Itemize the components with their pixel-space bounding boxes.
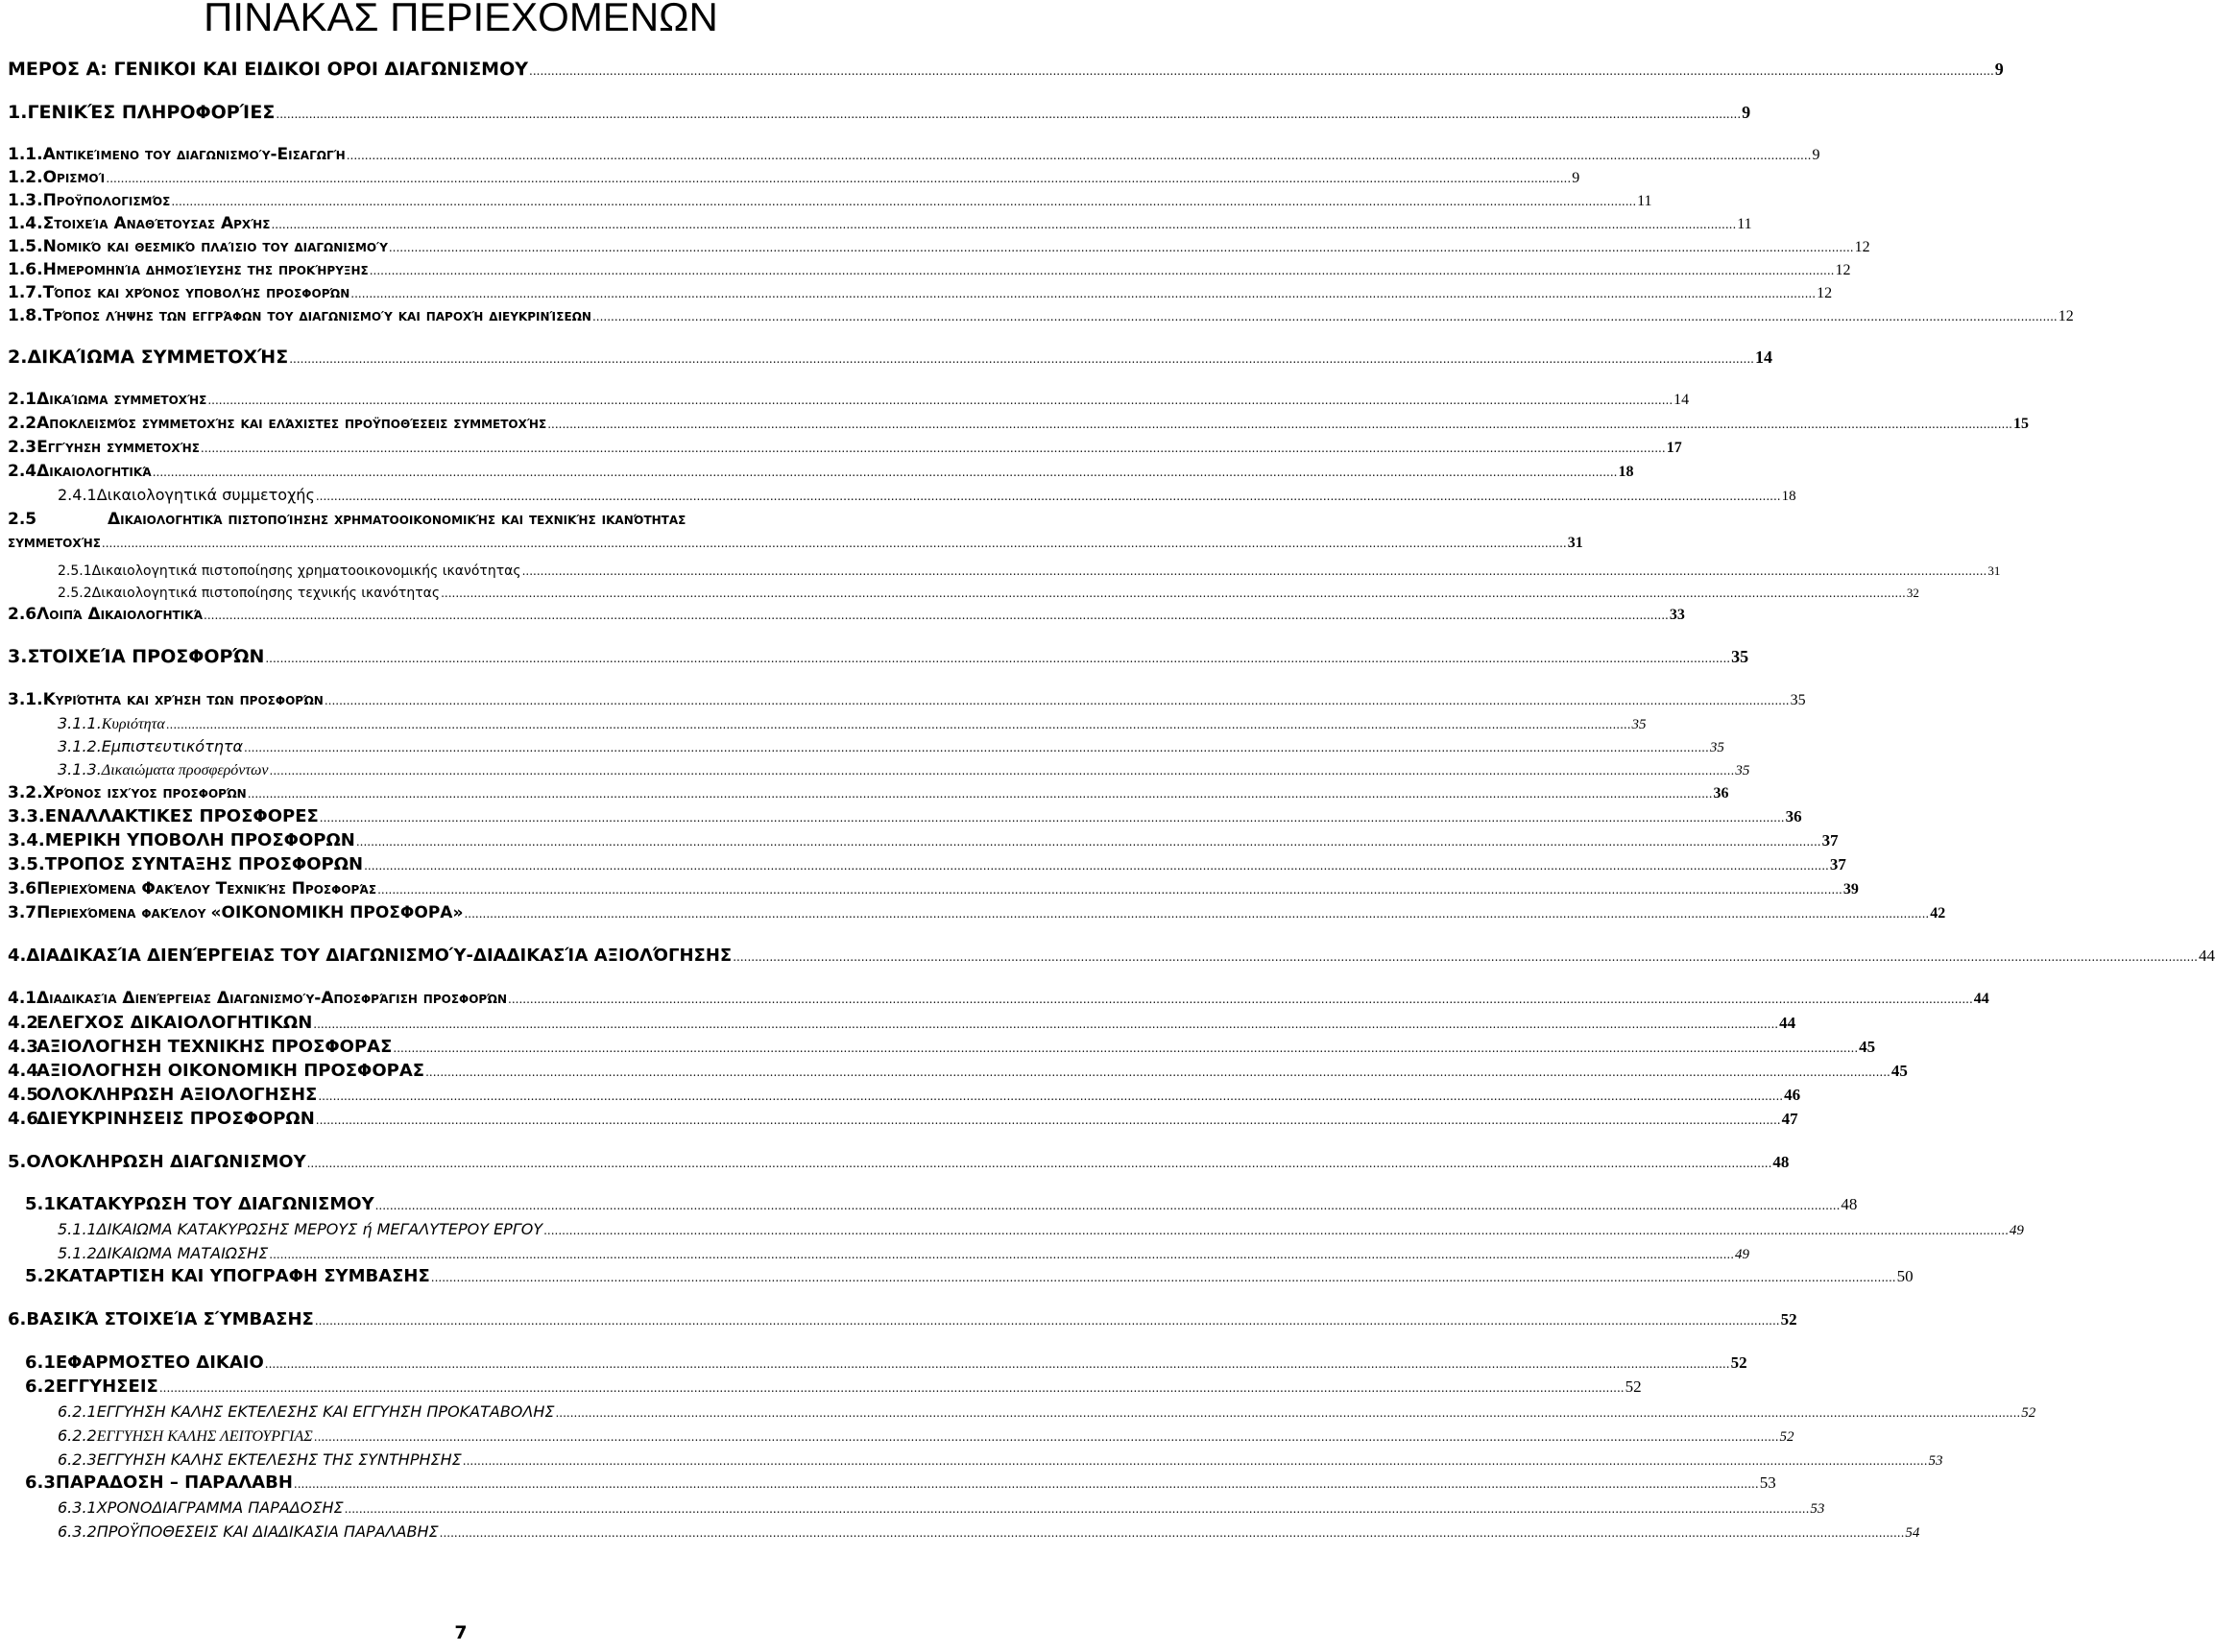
toc-entry[interactable]	[58, 1450, 1943, 1470]
toc-entry-page: 54	[1905, 1525, 1920, 1541]
toc-entry-number: 6.3.1	[58, 1498, 97, 1517]
toc-entry-page: 52	[1779, 1429, 1794, 1445]
toc-entry-number: 6.3.2	[58, 1522, 97, 1541]
toc-leader-dots: ................................................................................................................................................................................................................................................................................................................................................................................................................	[200, 442, 1666, 455]
toc-entry-page: 52	[1625, 1377, 1642, 1396]
toc-entry-title: Εγγύηση συμμετοχής	[36, 438, 200, 457]
toc-entry-title: Εμπιστευτικότητα	[101, 737, 244, 755]
toc-leader-dots: ................................................................................................................................................................................................................................................................................................................................................................................................................	[547, 418, 2012, 431]
toc-leader-dots: ................................................................................................................................................................................................................................................................................................................................................................................................................	[158, 1381, 1625, 1395]
toc-leader-dots: ................................................................................................................................................................................................................................................................................................................................................................................................................	[306, 1157, 1772, 1170]
toc-entry-page: 14	[1673, 392, 1690, 408]
toc-entry-title: Δικαιολογητικά πιστοποίησης χρηματοοικονομικής και τεχνικής ικανότητας	[108, 510, 686, 529]
toc-entry-title: Περιεχόμενα Φακέλου Τεχνικής Προσφοράς	[36, 879, 377, 898]
toc-entry[interactable]	[8, 260, 1851, 279]
toc-leader-dots: ................................................................................................................................................................................................................................................................................................................................................................................................................	[204, 609, 1669, 622]
toc-entry-title: ΧΡΟΝΟΔΙΑΓΡΑΜΜΑ ΠΑΡΑΔΟΣΗΣ	[96, 1498, 344, 1517]
toc-leader-dots: ................................................................................................................................................................................................................................................................................................................................................................................................................	[269, 764, 1735, 778]
toc-entry-title: Δικαιολογητικά συμμετοχής	[96, 486, 315, 504]
toc-entry-title: Ημερομηνία δημοσίευσης της προκήρυξης	[42, 260, 369, 279]
toc-entry-title: ΔΙΚΑΙΩΜΑ ΜΑΤΑΙΩΣΗΣ	[96, 1244, 269, 1262]
toc-entry-title: ΕΓΓΥΗΣΕΙΣ	[55, 1377, 158, 1397]
toc-entry[interactable]	[8, 1037, 1876, 1057]
toc-entry-page: 48	[1841, 1195, 1858, 1213]
toc-entry[interactable]	[8, 347, 1772, 368]
toc-entry-title: ΟΛΟΚΛΗΡΩΣΗ ΑΞΙΟΛΟΓΗΣΗΣ	[36, 1085, 318, 1105]
toc-entry-title: Δικαίωμα συμμετοχής	[36, 390, 207, 409]
toc-entry-title: ΠΡΟΫΠΟΘΕΣΕΙΣ ΚΑΙ ΔΙΑΔΙΚΑΣΙΑ ΠΑΡΑΛΑΒΗΣ	[96, 1522, 439, 1541]
toc-entry-number: 4.3	[8, 1037, 38, 1057]
toc-entry-page: 11	[1737, 216, 1752, 232]
toc-entry-number: 4.	[8, 946, 27, 966]
page-title: ΠΙΝΑΚΑΣ ΠΕΡΙΕΧΟΜΕΝΩΝ	[204, 0, 718, 39]
toc-entry[interactable]	[8, 283, 1833, 302]
toc-leader-dots: ................................................................................................................................................................................................................................................................................................................................................................................................................	[441, 587, 1906, 600]
toc-entry[interactable]	[8, 438, 1682, 457]
toc-leader-dots: ................................................................................................................................................................................................................................................................................................................................................................................................................	[265, 652, 1731, 665]
toc-entry-title: Διαδικασία Διενέργειας Διαγωνισμού-Αποσφράγιση προσφορών	[36, 989, 507, 1008]
toc-entry[interactable]	[8, 214, 1752, 233]
toc-entry-page: 12	[1854, 239, 1870, 255]
toc-entry-number: 6.2.3	[58, 1450, 97, 1469]
toc-entry-first-line	[8, 510, 914, 529]
toc-entry-title: ΕΓΓΥΗΣΗ ΚΑΛΗΣ ΕΚΤΕΛΕΣΗΣ ΤΗΣ ΣΥΝΤΗΡΗΣΗΣ	[96, 1450, 462, 1469]
toc-entry-number: 1.3.	[8, 191, 43, 210]
toc-entry-number: 4.4	[8, 1061, 38, 1081]
toc-entry-number: 1.7.	[8, 283, 43, 302]
toc-entry-page: 52	[1780, 1310, 1797, 1329]
toc-entry-number: 3.5.	[8, 854, 45, 874]
toc-entry-number: 2.5	[8, 510, 37, 529]
toc-entry-title: Αντικείμενο του διαγωνισμού-Εισαγωγή	[42, 145, 346, 164]
toc-entry[interactable]	[8, 306, 2074, 325]
toc-entry-number: 3.1.3.	[58, 760, 102, 778]
toc-entry-number: 3.4.	[8, 830, 45, 850]
toc-entry-number: 5.2	[25, 1266, 56, 1286]
toc-leader-dots: ................................................................................................................................................................................................................................................................................................................................................................................................................	[318, 1089, 1784, 1103]
toc-entry-number: 1.5.	[8, 237, 43, 256]
toc-entry-page: 46	[1784, 1086, 1801, 1104]
toc-entry-title: ΠΑΡΑΔΟΣΗ – ΠΑΡΑΛΑΒΗ	[55, 1472, 293, 1493]
toc-entry[interactable]	[58, 1402, 2036, 1422]
toc-entry-title: ΕΝΑΛΛΑΚΤΙΚΕΣ ΠΡΟΣΦΟΡΕΣ	[44, 806, 319, 826]
toc-entry[interactable]	[8, 237, 1870, 256]
toc-entry-page: 45	[1890, 1062, 1908, 1080]
toc-entry-number: 3.1.1.	[58, 714, 102, 732]
toc-entry-page: 14	[1754, 347, 1772, 367]
toc-entry-title: ΕΛΕΓΧΟΣ ΔΙΚΑΙΟΛΟΓΗΤΙΚΩΝ	[36, 1013, 313, 1033]
toc-entry[interactable]	[8, 414, 2029, 433]
toc-entry-page: 45	[1859, 1038, 1876, 1056]
toc-entry-page: 44	[1779, 1014, 1796, 1032]
toc-entry-page: 35	[1631, 717, 1647, 732]
toc-entry[interactable]	[58, 1426, 1794, 1446]
toc-entry-number: 1.1.	[8, 145, 43, 164]
toc-entry[interactable]	[25, 1266, 1914, 1286]
toc-entry-number: 4.5	[8, 1085, 38, 1105]
toc-entry-page: 48	[1772, 1153, 1790, 1171]
toc-entry[interactable]	[8, 783, 1729, 802]
toc-entry-number: 4.2	[8, 1013, 38, 1033]
toc-entry-page: 49	[2009, 1223, 2024, 1238]
toc-leader-dots: ................................................................................................................................................................................................................................................................................................................................................................................................................	[543, 1224, 2009, 1237]
toc-entry-title-continued: συμμετοχής	[8, 533, 101, 552]
toc-entry-number: 1.2.	[8, 168, 43, 187]
toc-entry-page: 44	[2198, 946, 2215, 965]
toc-entry-title: ΕΦΑΡΜΟΣΤΕΟ ΔΙΚΑΙΟ	[55, 1353, 264, 1373]
toc-leader-dots: ................................................................................................................................................................................................................................................................................................................................................................................................................	[171, 195, 1637, 208]
toc-entry[interactable]	[8, 946, 2215, 966]
toc-leader-dots: ................................................................................................................................................................................................................................................................................................................................................................................................................	[289, 352, 1754, 366]
toc-entry-number: 3.2.	[8, 783, 43, 802]
toc-entry[interactable]	[8, 1152, 1790, 1172]
toc-leader-dots: ................................................................................................................................................................................................................................................................................................................................................................................................................	[269, 1248, 1735, 1261]
toc-leader-dots: ................................................................................................................................................................................................................................................................................................................................................................................................................	[276, 108, 1742, 121]
toc-leader-dots: ................................................................................................................................................................................................................................................................................................................................................................................................................	[106, 172, 1572, 185]
toc-entry-number: 3.6	[8, 879, 37, 898]
toc-leader-dots: ................................................................................................................................................................................................................................................................................................................................................................................................................	[271, 218, 1737, 231]
toc-leader-dots: ................................................................................................................................................................................................................................................................................................................................................................................................................	[555, 1406, 2021, 1420]
toc-entry-number: 6.1	[25, 1353, 56, 1373]
toc-entry-number: 6.3	[25, 1472, 56, 1493]
toc-leader-dots: ................................................................................................................................................................................................................................................................................................................................................................................................................	[319, 811, 1785, 825]
toc-leader-dots: ................................................................................................................................................................................................................................................................................................................................................................................................................	[165, 718, 1631, 731]
toc-entry-page: 15	[2012, 416, 2029, 432]
toc-entry-title: Ορισμοί	[42, 168, 106, 187]
toc-entry[interactable]	[8, 989, 1989, 1008]
toc-leader-dots: ................................................................................................................................................................................................................................................................................................................................................................................................................	[529, 64, 1994, 78]
toc-entry[interactable]	[8, 646, 1749, 667]
toc-entry-number: 5.	[8, 1152, 27, 1172]
toc-entry-title: Τόπος και χρόνος υποβολής προσφορών	[42, 283, 350, 302]
toc-entry-title: Δικαιολογητικά πιστοποίησης χρηματοοικονομικής ικανότητας	[91, 563, 521, 579]
toc-entry-number: 6.	[8, 1309, 27, 1329]
toc-entry-title: ΑΞΙΟΛΟΓΗΣΗ ΟΙΚΟΝΟΜΙΚΗ ΠΡΟΣΦΟΡΑΣ	[36, 1061, 425, 1081]
toc-leader-dots: ................................................................................................................................................................................................................................................................................................................................................................................................................	[430, 1271, 1896, 1284]
toc-entry-number: 1.6.	[8, 260, 43, 279]
toc-entry[interactable]	[8, 690, 1806, 709]
toc-entry[interactable]	[25, 1472, 1776, 1493]
toc-entry[interactable]	[8, 879, 1859, 898]
toc-entry[interactable]	[8, 605, 1685, 624]
toc-entry-title: ΜΕΡΟΣ Α: ΓΕΝΙΚΟΙ ΚΑΙ ΕΙΔΙΚΟΙ ΟΡΟΙ ΔΙΑΓΩΝΙΣΜΟΥ	[8, 59, 529, 80]
toc-leader-dots: ................................................................................................................................................................................................................................................................................................................................................................................................................	[247, 787, 1713, 801]
toc-entry-page: 37	[1829, 855, 1846, 874]
toc-entry-number: 4.1	[8, 989, 37, 1008]
toc-entry-title: ΤΡΟΠΟΣ ΣΥΝΤΑΞΗΣ ΠΡΟΣΦΟΡΩΝ	[44, 854, 364, 874]
toc-entry-number: 6.2.1	[58, 1402, 97, 1421]
toc-entry[interactable]	[8, 145, 1820, 164]
toc-entry-number: 2.	[8, 347, 28, 368]
toc-entry[interactable]	[8, 1085, 1801, 1105]
toc-entry-title: Χρόνος ισχύος προσφορών	[42, 783, 247, 802]
toc-entry-page: 52	[1730, 1353, 1747, 1372]
toc-entry[interactable]	[8, 59, 2004, 80]
toc-entry-title: Λοιπά Δικαιολογητικά	[36, 605, 204, 624]
toc-entry[interactable]	[8, 1309, 1797, 1329]
toc-entry[interactable]	[25, 1353, 1747, 1373]
toc-entry-page: 37	[1821, 831, 1839, 850]
toc-leader-dots: ................................................................................................................................................................................................................................................................................................................................................................................................................	[355, 835, 1821, 849]
toc-entry-title: Περιεχόμενα φακέλου	[36, 903, 206, 922]
toc-leader-dots: ................................................................................................................................................................................................................................................................................................................................................................................................................	[244, 741, 1709, 754]
toc-entry[interactable]	[25, 1194, 1858, 1214]
toc-entry[interactable]	[8, 1061, 1908, 1081]
toc-entry-number: 2.4	[8, 462, 37, 481]
toc-entry[interactable]	[8, 462, 1634, 481]
toc-entry-number: 3.1.	[8, 690, 43, 709]
toc-entry-title: Προϋπολογισμός	[42, 191, 171, 210]
toc-entry-title: ΜΕΡΙΚΗ ΥΠΟΒΟΛΗ ΠΡΟΣΦΟΡΩΝ	[44, 830, 355, 850]
toc-entry[interactable]	[58, 760, 1750, 779]
toc-entry[interactable]	[8, 168, 1580, 187]
toc-entry-page: 12	[1817, 285, 1833, 301]
toc-entry-page: 32	[1906, 586, 1919, 600]
toc-entry[interactable]	[58, 563, 2001, 579]
toc-entry-number: 5.1	[25, 1194, 56, 1214]
toc-entry[interactable]	[25, 1377, 1642, 1397]
toc-leader-dots: ................................................................................................................................................................................................................................................................................................................................................................................................................	[313, 1018, 1779, 1031]
toc-entry-number: 6.2	[25, 1377, 56, 1397]
toc-entry-title: Δικαιώματα προσφερόντων	[101, 762, 269, 778]
toc-entry-number: 1.8.	[8, 306, 43, 325]
toc-entry[interactable]	[58, 586, 1919, 601]
toc-entry-title: Τρόπος λήψης των εγγράφων του διαγωνισμού και παροχή διευκρινίσεων	[42, 306, 591, 325]
toc-leader-dots: ................................................................................................................................................................................................................................................................................................................................................................................................................	[315, 490, 1781, 503]
toc-leader-dots: ................................................................................................................................................................................................................................................................................................................................................................................................................	[393, 1041, 1859, 1055]
toc-entry-title: ΟΛΟΚΛΗΡΩΣΗ ΔΙΑΓΩΝΙΣΜΟΥ	[26, 1152, 306, 1172]
toc-entry-page: 17	[1666, 440, 1682, 456]
toc-entry-page: 47	[1781, 1110, 1798, 1128]
toc-leader-dots: ................................................................................................................................................................................................................................................................................................................................................................................................................	[377, 883, 1842, 897]
toc-entry-page: 35	[1731, 647, 1749, 666]
toc-leader-dots: ................................................................................................................................................................................................................................................................................................................................................................................................................	[364, 859, 1829, 873]
toc-entry-number: 2.6	[8, 605, 37, 624]
toc-leader-dots: ................................................................................................................................................................................................................................................................................................................................................................................................................	[521, 564, 1987, 578]
toc-entry-page: 49	[1735, 1247, 1750, 1262]
toc-entry-title: ΔΙΚΑΙΩΜΑ ΚΑΤΑΚΥΡΩΣΗΣ ΜΕΡΟΥΣ ή ΜΕΓΑΛΥΤΕΡΟΥ ΕΡΓΟΥ	[96, 1220, 543, 1238]
toc-entry-title: ΔΙΕΥΚΡΙΝΗΣΕΙΣ ΠΡΟΣΦΟΡΩΝ	[36, 1109, 315, 1129]
toc-leader-dots: ................................................................................................................................................................................................................................................................................................................................................................................................................	[152, 466, 1618, 479]
toc-entry-page: 11	[1637, 193, 1652, 209]
toc-leader-dots: ................................................................................................................................................................................................................................................................................................................................................................................................................	[425, 1065, 1890, 1079]
toc-entry-number: 1.	[8, 102, 28, 123]
toc-entry-page: 36	[1785, 807, 1802, 826]
toc-entry-title: ΚΑΤΑΡΤΙΣΗ ΚΑΙ ΥΠΟΓΡΑΦΗ ΣΥΜΒΑΣΗΣ	[55, 1266, 430, 1286]
page-number: 7	[454, 1622, 468, 1643]
toc-entry[interactable]	[8, 102, 1751, 123]
toc-entry-title: ΕΓΓΥΗΣΗ ΚΑΛΗΣ ΛΕΙΤΟΥΡΓΙΑΣ	[96, 1428, 313, 1445]
toc-entry-number: 2.2	[8, 414, 37, 433]
toc-entry-page: 42	[1930, 905, 1946, 922]
toc-entry-page: 31	[1987, 563, 2001, 578]
toc-entry-title: ΑΞΙΟΛΟΓΗΣΗ ΤΕΧΝΙΚΗΣ ΠΡΟΣΦΟΡΑΣ	[36, 1037, 393, 1057]
toc-leader-dots: ................................................................................................................................................................................................................................................................................................................................................................................................................	[350, 287, 1817, 300]
toc-entry-page: 50	[1896, 1267, 1914, 1285]
toc-entry-number: 3.	[8, 646, 28, 667]
toc-leader-dots: ................................................................................................................................................................................................................................................................................................................................................................................................................	[591, 310, 2058, 323]
toc-entry-page: 18	[1781, 489, 1796, 504]
toc-entry-title: Στοιχεία Αναθέτουσας Αρχής	[42, 214, 271, 233]
toc-leader-dots: ................................................................................................................................................................................................................................................................................................................................................................................................................	[733, 950, 2198, 964]
toc-entry-page: 35	[1790, 692, 1806, 708]
toc-entry[interactable]	[58, 1244, 1750, 1263]
toc-entry-number: 3.1.2.	[58, 737, 102, 755]
toc-entry-page: 9	[1994, 60, 2004, 79]
toc-entry-page: 12	[2058, 308, 2074, 324]
toc-entry-title: ΒΑΣΙΚΆ ΣΤΟΙΧΕΊΑ ΣΎΜΒΑΣΗΣ	[26, 1309, 314, 1329]
toc-entry-title: ΣΤΟΙΧΕΊΑ ΠΡΟΣΦΟΡΏΝ	[27, 646, 265, 667]
toc-entry[interactable]	[58, 1498, 1825, 1518]
toc-entry[interactable]	[8, 1013, 1796, 1033]
toc-entry[interactable]	[58, 1220, 2024, 1239]
toc-entry-page: 35	[1709, 740, 1724, 755]
toc-entry-number: 2.3	[8, 438, 37, 457]
toc-entry[interactable]	[58, 1522, 1920, 1542]
toc-entry[interactable]	[8, 903, 1946, 922]
toc-entry-page: 12	[1835, 262, 1851, 278]
toc-entry-number: 6.2.2	[58, 1426, 97, 1445]
toc-entry[interactable]	[8, 830, 1839, 850]
toc-entry-page: 9	[1812, 147, 1820, 163]
toc-entry[interactable]	[8, 390, 1690, 409]
toc-entry-title: Δικαιολογητικά πιστοποίησης τεχνικής ικανότητας	[91, 586, 441, 601]
toc-entry-title: ΔΙΚΑΊΩΜΑ ΣΥΜΜΕΤΟΧΉΣ	[27, 347, 289, 368]
toc-entry-page: 31	[1567, 535, 1583, 551]
toc-entry[interactable]	[58, 737, 1724, 756]
toc-leader-dots: ................................................................................................................................................................................................................................................................................................................................................................................................................	[314, 1314, 1780, 1328]
toc-entry-page: 53	[1759, 1473, 1776, 1492]
toc-leader-dots: ................................................................................................................................................................................................................................................................................................................................................................................................................	[369, 264, 1835, 277]
toc-leader-dots: ................................................................................................................................................................................................................................................................................................................................................................................................................	[464, 907, 1930, 921]
toc-entry-number: 2.5.2	[58, 586, 92, 601]
toc-entry-page: 9	[1572, 170, 1580, 186]
toc-entry-page: 9	[1742, 103, 1751, 122]
toc-entry-number: 2.1	[8, 390, 37, 409]
toc-entry[interactable]	[8, 533, 1583, 552]
toc-entry-page: 35	[1735, 763, 1750, 778]
toc-entry-title: ΚΑΤΑΚΥΡΩΣΗ ΤΟΥ ΔΙΑΓΩΝΙΣΜΟΥ	[55, 1194, 374, 1214]
toc-leader-dots: ................................................................................................................................................................................................................................................................................................................................................................................................................	[462, 1454, 1928, 1468]
toc-leader-dots: ................................................................................................................................................................................................................................................................................................................................................................................................................	[346, 149, 1812, 162]
toc-leader-dots: ................................................................................................................................................................................................................................................................................................................................................................................................................	[388, 241, 1854, 254]
toc-entry-page: 52	[2021, 1405, 2036, 1421]
toc-entry-number: 2.4.1	[58, 486, 97, 504]
toc-entry-number: 4.6	[8, 1109, 38, 1129]
toc-leader-dots: ................................................................................................................................................................................................................................................................................................................................................................................................................	[315, 1113, 1781, 1127]
toc-entry-page: 18	[1618, 464, 1634, 480]
toc-entry-number: 5.1.2	[58, 1244, 97, 1262]
toc-entry-title: ΓΕΝΙΚΈΣ ΠΛΗΡΟΦΟΡΊΕΣ	[27, 102, 276, 123]
toc-entry-page: 44	[1973, 991, 1989, 1007]
toc-entry-page: 53	[1928, 1453, 1943, 1469]
toc-leader-dots: ................................................................................................................................................................................................................................................................................................................................................................................................................	[439, 1526, 1905, 1540]
toc-leader-dots: ................................................................................................................................................................................................................................................................................................................................................................................................................	[207, 394, 1673, 407]
toc-leader-dots: ................................................................................................................................................................................................................................................................................................................................................................................................................	[101, 537, 1567, 550]
toc-entry[interactable]	[8, 806, 1802, 826]
toc-entry[interactable]	[58, 714, 1647, 733]
toc-entry-number: 5.1.1	[58, 1220, 97, 1238]
toc-leader-dots: ................................................................................................................................................................................................................................................................................................................................................................................................................	[374, 1199, 1841, 1212]
toc-leader-dots: ................................................................................................................................................................................................................................................................................................................................................................................................................	[324, 694, 1790, 707]
toc-entry-title-suffix: «ΟΙΚΟΝΟΜΙΚΗ ΠΡΟΣΦΟΡΑ»	[210, 903, 464, 922]
toc-entry-title: ΕΓΓΥΗΣΗ ΚΑΛΗΣ ΕΚΤΕΛΕΣΗΣ ΚΑΙ ΕΓΓΥΗΣΗ ΠΡΟΚΑΤΑΒΟΛΗΣ	[96, 1402, 555, 1421]
toc-entry-title: ΔΙΑΔΙΚΑΣΊΑ ΔΙΕΝΈΡΓΕΙΑΣ ΤΟΥ ΔΙΑΓΩΝΙΣΜΟΎ-ΔΙΑΔΙΚΑΣΊΑ ΑΞΙΟΛΌΓΗΣΗΣ	[26, 946, 733, 966]
toc-leader-dots: ................................................................................................................................................................................................................................................................................................................................................................................................................	[264, 1357, 1730, 1371]
toc-entry-title: Αποκλεισμός συμμετοχής και ελάχιστες προϋποθέσεις συμμετοχής	[36, 414, 547, 433]
toc-entry-page: 39	[1842, 881, 1859, 898]
toc-entry-number: 3.3.	[8, 806, 45, 826]
toc-entry-number: 1.4.	[8, 214, 43, 233]
toc-entry-title: Κυριότητα	[101, 716, 165, 732]
toc-entry-page: 36	[1713, 785, 1729, 802]
toc-entry-title: Κυριότητα και χρήση των προσφορών	[42, 690, 324, 709]
toc-entry[interactable]	[8, 1109, 1798, 1129]
toc-entry-number: 2.5.1	[58, 563, 92, 579]
toc-entry-page: 53	[1810, 1501, 1825, 1517]
toc-leader-dots: ................................................................................................................................................................................................................................................................................................................................................................................................................	[293, 1477, 1759, 1491]
toc-entry-title: Δικαιολογητικά	[36, 462, 152, 481]
toc-entry-page: 33	[1669, 607, 1685, 623]
toc-entry[interactable]	[8, 854, 1846, 874]
toc-entry-title: Νομικό και θεσμικό πλαίσιο του διαγωνισμού	[42, 237, 388, 256]
toc-leader-dots: ................................................................................................................................................................................................................................................................................................................................................................................................................	[313, 1430, 1779, 1444]
toc-entry[interactable]	[8, 191, 1652, 210]
toc-entry-number: 3.7	[8, 903, 37, 922]
toc-entry[interactable]	[58, 486, 1796, 505]
toc-leader-dots: ................................................................................................................................................................................................................................................................................................................................................................................................................	[344, 1502, 1810, 1516]
toc-leader-dots: ................................................................................................................................................................................................................................................................................................................................................................................................................	[508, 993, 1973, 1006]
